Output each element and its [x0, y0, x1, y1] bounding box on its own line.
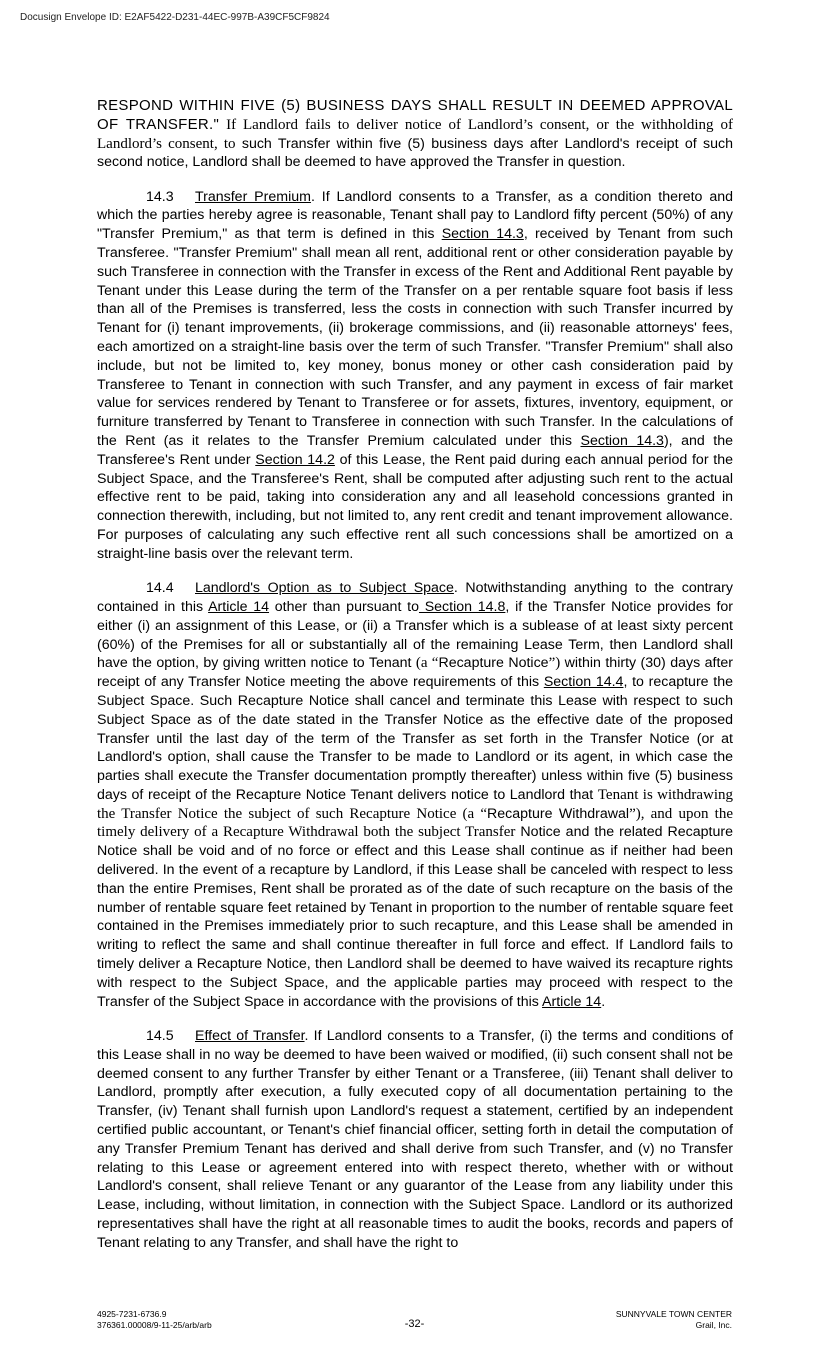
intro-caps-text: RESPOND WITHIN FIVE (5) BUSINESS DAYS SHALL RESULT IN DEEMED APPROVAL OF TRANSFER." — [97, 97, 733, 133]
section-text: . If Landlord consents to a Transfer, (i) the terms and conditions of this Lease shall in no way be deemed to have been waived or modified, (ii) such consent shall not be deemed consent to any further Transfer by either Tenant or a Transferee, (iii) Tenant shall deliver to Landlord, promptly after execution, a fully executed copy of all documentation pertaining to the Transfer, (iv) Tenant shall furnish upon Landlord's request a statement, certified by an independent certified public accountant, or Tenant's chief financial officer, setting forth in detail the computation of any Transfer Premium Tenant has derived and shall derive from such Transfer, and (v) no Transfer relating to this Lease or agreement entered into with respect thereto, whether with or without Landlord's consent, shall relieve Tenant or any guarantor of the Lease from any liability under this Lease, including, without limitation, in connection with the Subject Space. Landlord or its authorized representatives shall have the right at all reasonable times to audit the books, records and papers of Tenant relating to any Transfer, and shall have the right to — [97, 1027, 733, 1251]
section-text: of this Lease, the Rent paid during each annual period for the Subject Space, and the Transferee's Rent, shall be computed after adjusting such rent to the actual effective rent to be paid, taking into consideration any and all leasehold concessions granted in connection therewith, including, but not limited to, any rent credit and tenant improvement allowance. For purposes of calculating any such effective rent all such concessions shall be amortized on a straight-line basis over the relevant term. — [97, 451, 733, 562]
section-heading: Landlord's Option as to Subject Space — [195, 580, 454, 597]
document-body — [97, 97, 733, 1268]
section-text: ”), and upon the timely delivery of a Recapture Withdrawal both the subject Transfer — [97, 805, 733, 841]
section-14-4 — [97, 579, 733, 1011]
section-text: within thirty (30) days after receipt of any Transfer Notice meeting the above requirements of this — [97, 655, 734, 691]
section-text: ), and the Transferee's Rent under — [97, 433, 733, 468]
section-heading: Transfer Premium — [195, 188, 311, 205]
section-text: . — [601, 993, 606, 1010]
section-reference: Section 14.2 — [255, 451, 335, 468]
section-text: ”) — [548, 655, 561, 672]
section-number: 14.4 — [146, 580, 174, 597]
page-number: -32- — [404, 1318, 425, 1330]
footer-tenant: Grail, Inc. — [695, 1319, 732, 1330]
section-reference: Section 14.3 — [580, 433, 664, 450]
section-reference: Section 14.3 — [441, 226, 524, 243]
section-text: , received by Tenant from such Transferee. "Transfer Premium" shall mean all rent, additional rent or other consideration payable by such Transferee in connection with the Transfer in excess of the Rent and Additional Rent payable by Tenant under this Lease during the term of the Transfer on a per rentable square foot basis if less than all of the Premises is transferred, less the costs in connection with such Transfer incurred by Tenant for (i) tenant improvements, (ii) brokerage commissions, and (ii) reasonable attorneys' fees, each amortized on a straight-line basis over the term of such Transfer. "Transfer Premium" shall also include, but not be limited to, key money, bonus money or other cash consideration paid by Transferee to Tenant in connection with such Transfer, and any payment in excess of fair market value for services rendered by Tenant to Transferee or for assets, fixtures, inventory, equipment, or furniture transferred by Tenant to Transferee in connection with such Transfer. In the calculations of the Rent (as it relates to the Transfer Premium calculated under this — [97, 226, 733, 450]
footer-right — [616, 1309, 732, 1330]
section-number: 14.3 — [146, 188, 174, 205]
intro-paragraph — [97, 97, 733, 172]
footer-doc-number: 4925-7231-6736.9 — [97, 1309, 167, 1319]
section-14-5 — [97, 1027, 733, 1253]
defined-term: Recapture Notice — [438, 655, 549, 672]
section-text: , if the Transfer Notice provides for either (i) an assignment of this Lease, or (ii) a Transfer which is a sublease of at least sixty percent (60%) of the Premises for all or substantially all of the remaining Lease Term, then Landlord shall have the option, by giving written notice to Tenant — [97, 598, 734, 672]
section-heading: Effect of Transfer — [195, 1027, 305, 1044]
section-text: (a “ — [415, 655, 439, 672]
section-text: . Notwithstanding anything to the contrary contained in this — [97, 580, 733, 615]
envelope-id: Docusign Envelope ID: E2AF5422-D231-44EC-997B-A39CF5CF9824 — [20, 12, 330, 23]
footer-file-ref: 376361.00008/9-11-25/arb/arb — [97, 1319, 212, 1330]
section-reference: Section 14.8 — [418, 598, 506, 615]
section-text: Tenant is withdrawing the Transfer Notice the subject of such Recapture Notice (a “ — [97, 786, 733, 822]
section-text: . If Landlord consents to a Transfer, as a condition thereto and which the parties hereby agree is reasonable, Tenant shall pay to Landlord fifty percent (50%) of any "Transfer Premium," as that term is defined in this — [97, 188, 733, 243]
section-text: other than pursuant to — [269, 598, 419, 615]
section-14-3 — [97, 188, 733, 564]
intro-serif-text: If Landlord fails to deliver notice of Landlord’s consent, or the withholding of Landlord’s consent, to — [97, 116, 733, 152]
intro-rest-text: such Transfer within five (5) business days after Landlord's receipt of such second notice, Landlord shall be deemed to have approved the Transfer in question. — [97, 135, 733, 171]
section-reference: Article 14 — [208, 598, 270, 615]
section-text: , to recapture the Subject Space. Such Recapture Notice shall cancel and terminate this Lease with respect to such Subject Space as of the date stated in the Transfer Notice as the effective date of the proposed Transfer until the last day of the term of the Transfer as set forth in the Transfer Notice (or at Landlord's option, shall cause the Transfer to be made to Landlord or its agent, in which case the parties shall execute the Transfer documentation promptly thereafter) unless within five (5) business days of receipt of the Recapture Notice Tenant delivers notice to Landlord that — [97, 674, 733, 803]
footer-property: SUNNYVALE TOWN CENTER — [615, 1309, 732, 1319]
section-number: 14.5 — [146, 1027, 174, 1044]
section-reference: Section 14.4 — [543, 674, 624, 691]
section-text: Notice and the related Recapture Notice shall be void and of no force or effect and this Lease shall continue as if neither had been delivered. In the event of a recapture by Landlord, if this Lease shall be canceled with respect to less than the entire Premises, Rent shall be prorated as of the date of such recapture on the basis of the number of rentable square feet retained by Tenant in proportion to the number of rentable square feet contained in the Premises immediately prior to such recapture, and this Lease shall be amended in writing to reflect the same and shall continue thereafter in full force and effect. If Landlord fails to timely deliver a Recapture Notice, then Landlord shall be deemed to have waived its recapture rights with respect to the Subject Space, and the applicable parties may proceed with respect to the Transfer of the Subject Space in accordance with the provisions of this — [97, 824, 734, 1010]
defined-term: Recapture Withdrawal — [487, 805, 630, 822]
section-reference: Article 14 — [542, 993, 602, 1010]
